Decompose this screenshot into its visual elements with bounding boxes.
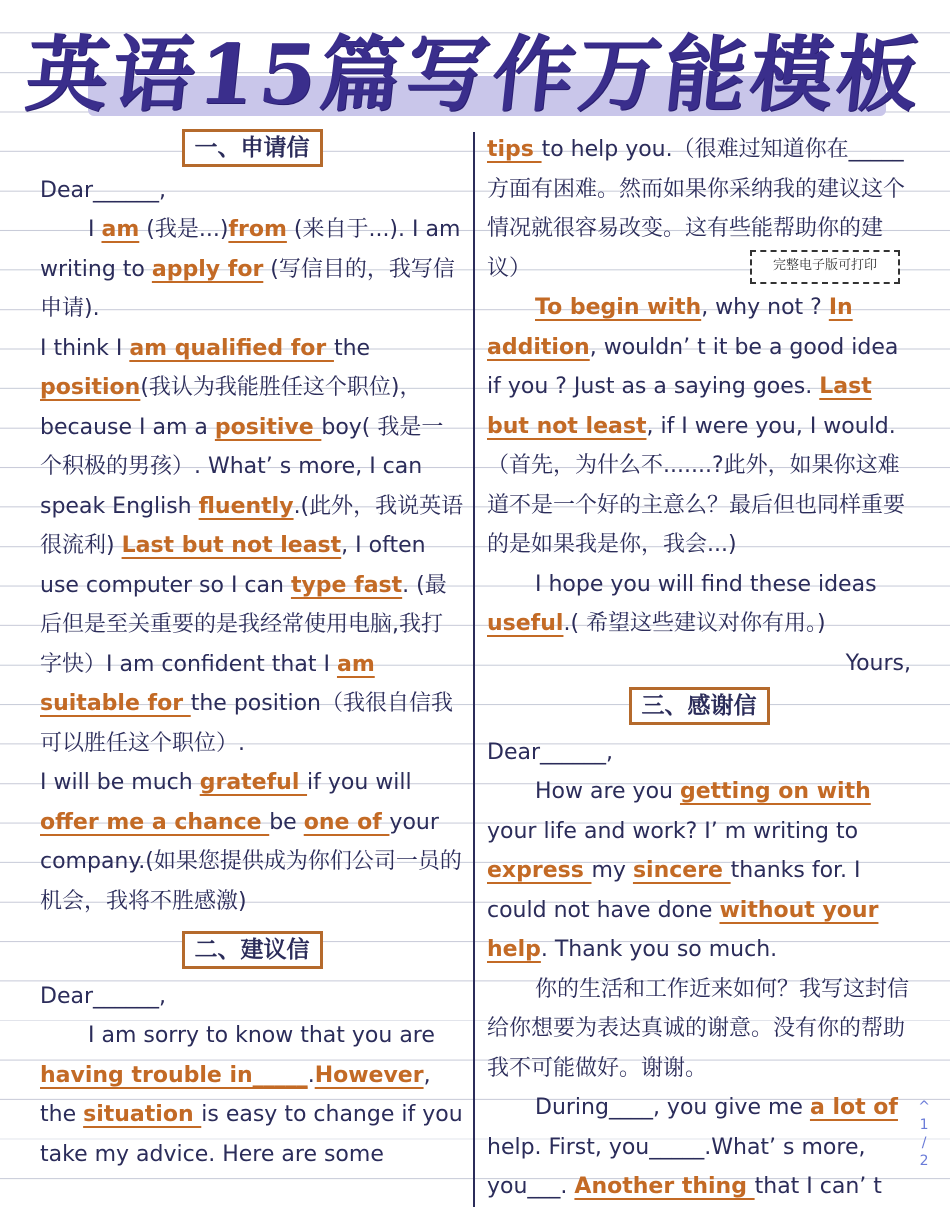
column-divider xyxy=(473,132,475,1207)
text-run: your company.(如果您提供成为你们公司一员的机会，我将不胜感激) xyxy=(40,809,462,914)
key-phrase: express xyxy=(487,858,592,883)
text-run: (我认为我能胜任这个职位)，because I am a xyxy=(40,375,422,440)
text-run: I will be much xyxy=(40,770,200,795)
key-phrase: sincere xyxy=(632,858,731,883)
key-phrase: from xyxy=(228,217,287,242)
key-phrase: situation xyxy=(83,1102,202,1127)
text-run: , the xyxy=(40,1062,431,1127)
text-run: , wouldn’ t it be a good idea if you ? Just as a saying goes. xyxy=(487,334,899,399)
key-phrase: offer me a chance xyxy=(40,809,270,835)
text-run: I think I xyxy=(40,335,130,361)
text-run: I am sorry to know that you are xyxy=(88,1023,435,1048)
text-run: my xyxy=(591,858,633,883)
salutation: Dear______, xyxy=(487,739,613,765)
text-run: boy( 我是一个积极的男孩）. What’ s more, I can speak English xyxy=(40,414,444,519)
key-phrase: am qualified for xyxy=(129,335,334,361)
text-run: (来自于...). I am writing to xyxy=(40,217,461,282)
key-phrase: position xyxy=(40,375,141,400)
text-run: . (最后但是至关重要的是我经常使用电脑,我打字快）I am confident that I xyxy=(40,572,447,677)
page-separator: / xyxy=(921,1135,927,1151)
text-run: I hope you will find these ideas xyxy=(535,571,877,597)
key-phrase: a lot of xyxy=(809,1095,898,1120)
paragraph xyxy=(40,329,464,764)
paragraph xyxy=(487,970,911,1089)
text-run: the position（我很自信我可以胜任这个职位）. xyxy=(40,691,453,756)
paragraph xyxy=(40,210,464,329)
section-heading-thanks: 三、感谢信 xyxy=(487,687,911,727)
text-run: if you will xyxy=(307,770,412,795)
key-phrase: positive xyxy=(214,414,322,440)
key-phrase: Another thing xyxy=(574,1174,755,1199)
text-run: be xyxy=(269,809,304,835)
total-pages: 2 xyxy=(919,1153,929,1169)
paragraph xyxy=(40,763,464,921)
text-run: . Thank you so much. xyxy=(540,937,778,962)
key-phrase: Last but not least xyxy=(487,374,872,439)
text-run: the xyxy=(333,335,371,361)
text-run: , I often use computer so I can xyxy=(40,533,426,598)
text-run: .( 希望这些建议对你有用。) xyxy=(563,611,826,636)
text-run: help. First, you_____.What’ s more, you___. xyxy=(487,1134,866,1199)
page-title: 英语15篇写作万能模板 xyxy=(21,27,928,123)
paragraph xyxy=(487,1088,911,1207)
chevron-up-icon[interactable]: ^ xyxy=(918,1099,930,1115)
text-run: 你的生活和工作近来如何？我写这封信给你想要为表达真诚的谢意。没有你的帮助我不可能做好。谢谢。 xyxy=(487,976,910,1081)
key-phrase: fluently xyxy=(198,493,294,519)
text-run: I xyxy=(88,217,102,242)
text-run: . xyxy=(307,1062,315,1088)
print-stamp: 完整电子版可打印 xyxy=(750,250,900,284)
salutation: Dear______, xyxy=(40,177,166,203)
left-column xyxy=(40,125,464,1174)
text-run: that I can’ t xyxy=(754,1174,882,1199)
key-phrase: having trouble in_____ xyxy=(40,1062,308,1088)
right-column xyxy=(487,130,911,1207)
key-phrase: To begin with xyxy=(535,295,702,320)
text-run: During____, you give me xyxy=(535,1095,810,1120)
text-run: How are you xyxy=(535,779,680,804)
text-run: , if I were you, I would. （首先，为什么不.......?此外，如果你这难道不是一个好的主意么？最后但也同样重要的是如果我是你，我会...) xyxy=(487,413,906,557)
paragraph xyxy=(487,565,911,644)
text-run: (写信目的，我写信申请). xyxy=(40,256,455,321)
key-phrase: without your help xyxy=(487,897,879,962)
key-phrase: one of xyxy=(303,809,390,835)
key-phrase: However xyxy=(314,1062,424,1088)
key-phrase: am xyxy=(101,217,140,242)
section-heading-application: 一、申请信 xyxy=(40,129,464,169)
key-phrase: Last but not least xyxy=(121,533,342,558)
key-phrase: useful xyxy=(487,611,564,636)
key-phrase: tips xyxy=(487,137,542,162)
text-run: , why not ? xyxy=(701,295,829,320)
paragraph xyxy=(487,130,911,288)
key-phrase: am suitable for xyxy=(40,651,375,716)
key-phrase: apply for xyxy=(151,256,264,282)
key-phrase: getting on with xyxy=(679,779,871,804)
current-page: 1 xyxy=(919,1117,929,1133)
salutation: Dear______, xyxy=(40,983,166,1009)
key-phrase: type fast xyxy=(290,572,403,598)
text-run: your life and work? I’ m writing to xyxy=(487,818,859,844)
paragraph xyxy=(40,1016,464,1174)
text-run: is easy to change if you take my advice. Here are some xyxy=(40,1102,463,1167)
page-indicator[interactable] xyxy=(918,1098,930,1170)
paragraph xyxy=(487,288,911,565)
text-run: thanks for. I could not have done xyxy=(487,858,861,923)
text-run: to help you.（很难过知道你在_____方面有困难。然而如果你采纳我的建议这个情况就很容易改变。这有些能帮助你的建议） xyxy=(487,137,906,281)
closing: Yours, xyxy=(845,650,911,676)
text-run: (我是...) xyxy=(139,217,229,242)
key-phrase: In addition xyxy=(487,295,853,360)
key-phrase: grateful xyxy=(199,770,308,795)
text-run: .(此外，我说英语很流利) xyxy=(40,493,464,558)
paragraph xyxy=(487,772,911,970)
section-heading-advice: 二、建议信 xyxy=(40,931,464,971)
